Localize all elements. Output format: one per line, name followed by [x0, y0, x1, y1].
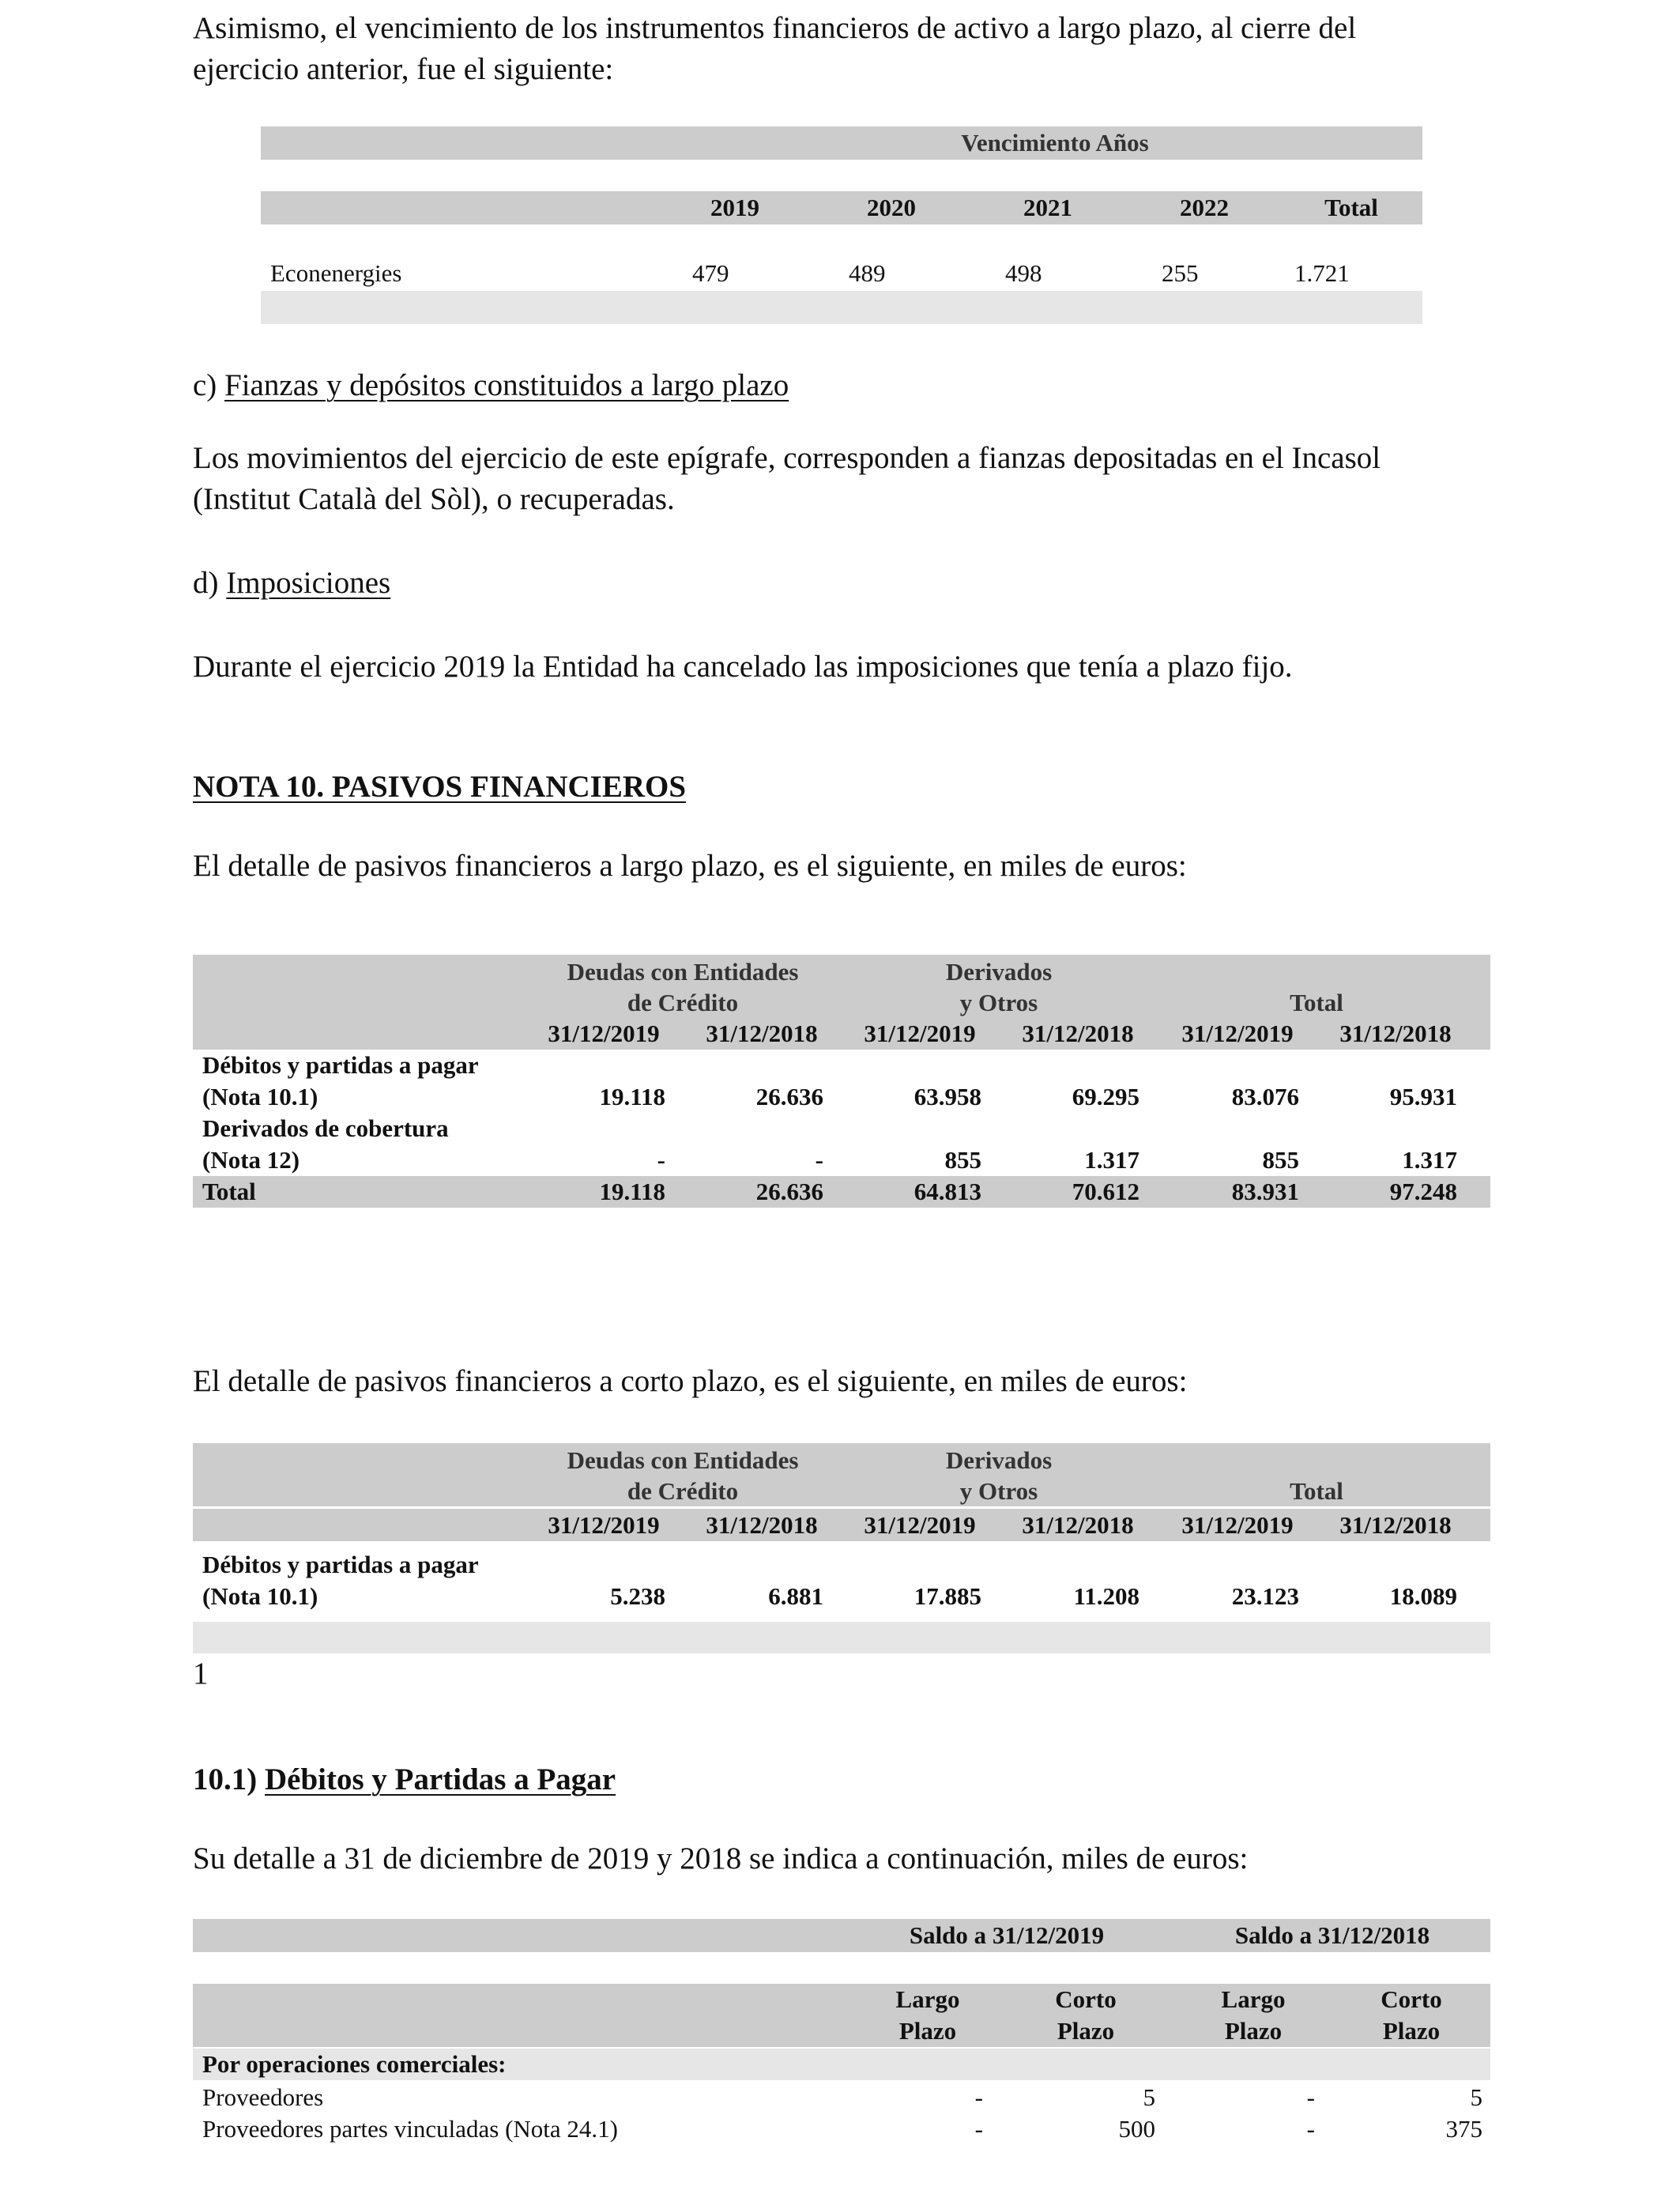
dp-sub-a: Largo	[895, 1985, 960, 2013]
cp-cell: 5.238	[610, 1582, 665, 1610]
lp-cell: 1.317	[1402, 1146, 1457, 1174]
dp-cell: -	[1306, 2115, 1315, 2143]
section-c-title: Fianzas y depósitos constituidos a largo plazo	[224, 368, 789, 402]
section-d-heading	[193, 563, 1505, 604]
dp-table	[193, 1919, 1490, 2188]
cp-table	[193, 1443, 1490, 1653]
section-101-heading	[193, 1759, 1505, 1800]
section-d-paragraph: Durante el ejercicio 2019 la Entidad ha cancelado las imposiciones que tenía a plazo fijo.	[193, 650, 1293, 684]
lp-total-cell: 19.118	[599, 1178, 665, 1205]
intro-paragraph	[193, 8, 1505, 90]
section-d-prefix: d)	[193, 566, 227, 600]
cp-date: 31/12/2018	[1339, 1511, 1452, 1539]
lp-intro: El detalle de pasivos financieros a largo plazo, es el siguiente, en miles de euros:	[193, 849, 1187, 883]
lp-group1-b: de Crédito	[627, 989, 739, 1016]
cp-group1-a: Deudas con Entidades	[567, 1446, 799, 1474]
cp-group3: Total	[1290, 1477, 1343, 1505]
maturity-cell: 1.721	[1294, 259, 1350, 287]
maturity-table	[261, 126, 1422, 324]
maturity-footer-band	[261, 291, 1422, 324]
lp-cell: 63.958	[913, 1083, 981, 1110]
maturity-cell: 479	[692, 259, 729, 287]
lp-date: 31/12/2018	[1022, 1020, 1134, 1047]
dp-sub-b: Plazo	[898, 2017, 957, 2045]
dp-cell: 500	[1118, 2115, 1155, 2143]
dp-cell: -	[1306, 2083, 1315, 2111]
lp-total-cell: 83.931	[1231, 1178, 1299, 1205]
maturity-col-2022: 2022	[1180, 194, 1229, 221]
cp-cell: 18.089	[1389, 1582, 1457, 1610]
cp-cell: 17.885	[913, 1582, 981, 1610]
section-c-line-2: (Institut Català del Sòl), o recuperadas.	[193, 482, 675, 516]
maturity-col-2020: 2020	[867, 194, 916, 221]
cp-cell: 11.208	[1073, 1582, 1139, 1610]
dp-saldo-2018: Saldo a 31/12/2018	[1234, 1921, 1430, 1949]
cp-group1-b: de Crédito	[627, 1477, 739, 1505]
lp-cell: -	[657, 1146, 665, 1174]
maturity-cell: 489	[849, 259, 886, 287]
section-101-title: Débitos y Partidas a Pagar	[265, 1762, 616, 1796]
lp-row-label: (Nota 10.1)	[202, 1083, 318, 1110]
dp-sub-a: Corto	[1055, 1985, 1117, 2013]
cp-date: 31/12/2018	[706, 1511, 818, 1539]
section-101-intro: Su detalle a 31 de diciembre de 2019 y 2018 se indica a continuación, miles de euros:	[193, 1842, 1249, 1875]
lp-total-label: Total	[202, 1178, 256, 1205]
cp-footnote: 1	[193, 1657, 209, 1691]
lp-table	[193, 955, 1490, 1208]
lp-cell: 1.317	[1084, 1146, 1139, 1174]
dp-cell: 375	[1445, 2115, 1482, 2143]
maturity-col-total: Total	[1324, 194, 1378, 221]
cp-group2-b: y Otros	[959, 1477, 1038, 1505]
section-c-prefix: c)	[193, 368, 225, 402]
section-d-title: Imposiciones	[226, 566, 391, 600]
lp-group1-a: Deudas con Entidades	[567, 958, 799, 986]
maturity-cell: 498	[1005, 259, 1042, 287]
lp-date: 31/12/2018	[706, 1020, 818, 1047]
dp-sub-a: Corto	[1381, 1985, 1442, 2013]
lp-total-cell: 26.636	[755, 1178, 823, 1205]
maturity-col-2019: 2019	[710, 194, 759, 221]
lp-total-cell: 64.813	[913, 1178, 981, 1205]
dp-sub-b: Plazo	[1382, 2017, 1441, 2045]
cp-date: 31/12/2018	[1022, 1511, 1134, 1539]
maturity-row-label: Econenergies	[270, 259, 402, 287]
maturity-cell: 255	[1162, 259, 1199, 287]
lp-group3: Total	[1290, 989, 1343, 1016]
cp-cell: 6.881	[768, 1582, 823, 1610]
dp-cell: 5	[1143, 2083, 1155, 2111]
lp-group2-a: Derivados	[945, 958, 1053, 986]
section-c-line-1: Los movimientos del ejercicio de este epígrafe, corresponden a fianzas depositadas en el Incasol	[193, 441, 1381, 475]
lp-total-cell: 97.248	[1389, 1178, 1457, 1205]
lp-row-label: Débitos y partidas a pagar	[202, 1051, 479, 1079]
lp-cell: -	[815, 1146, 823, 1174]
lp-cell: 855	[1262, 1146, 1299, 1174]
dp-sub-b: Plazo	[1224, 2017, 1283, 2045]
maturity-col-2021: 2021	[1023, 194, 1072, 221]
cp-date: 31/12/2019	[548, 1511, 660, 1539]
lp-cell: 855	[944, 1146, 981, 1174]
dp-row-label: Proveedores partes vinculadas (Nota 24.1)	[202, 2115, 618, 2143]
section-c-heading	[193, 365, 1505, 406]
intro-line-1: Asimismo, el vencimiento de los instrumentos financieros de activo a largo plazo, al cierre del	[193, 11, 1357, 45]
dp-cell: -	[974, 2115, 983, 2143]
lp-date: 31/12/2019	[548, 1020, 660, 1047]
dp-row-label: Proveedores	[202, 2083, 324, 2111]
dp-cell: -	[974, 2083, 983, 2111]
lp-cell: 69.295	[1072, 1083, 1139, 1110]
maturity-title: Vencimiento Años	[961, 129, 1149, 156]
section-101-prefix: 10.1)	[193, 1762, 265, 1796]
dp-section-label: Por operaciones comerciales:	[202, 2050, 507, 2078]
lp-cell: 19.118	[599, 1083, 665, 1110]
cp-date: 31/12/2019	[864, 1511, 976, 1539]
lp-total-cell: 70.612	[1072, 1178, 1139, 1205]
lp-group2-b: y Otros	[959, 989, 1038, 1016]
lp-date: 31/12/2019	[1181, 1020, 1294, 1047]
dp-sub-a: Largo	[1221, 1985, 1286, 2013]
cp-footer-band	[193, 1622, 1490, 1653]
lp-cell: 83.076	[1231, 1083, 1299, 1110]
lp-cell: 26.636	[755, 1083, 823, 1110]
nota10-heading-text: NOTA 10. PASIVOS FINANCIEROS	[193, 770, 687, 804]
intro-line-2: ejercicio anterior, fue el siguiente:	[193, 52, 614, 86]
lp-row-label: Derivados de cobertura	[202, 1114, 449, 1142]
lp-date: 31/12/2018	[1339, 1020, 1452, 1047]
section-c-paragraph	[193, 438, 1505, 520]
cp-date: 31/12/2019	[1181, 1511, 1294, 1539]
cp-cell: 23.123	[1231, 1582, 1299, 1610]
dp-saldo-2019: Saldo a 31/12/2019	[909, 1921, 1105, 1949]
cp-group2-a: Derivados	[945, 1446, 1053, 1474]
nota10-heading	[193, 767, 1505, 808]
cp-intro: El detalle de pasivos financieros a corto plazo, es el siguiente, en miles de euros:	[193, 1364, 1188, 1398]
cp-row-label: (Nota 10.1)	[202, 1582, 318, 1610]
lp-row-label: (Nota 12)	[202, 1146, 300, 1174]
lp-cell: 95.931	[1389, 1083, 1457, 1110]
lp-date: 31/12/2019	[864, 1020, 976, 1047]
dp-sub-b: Plazo	[1057, 2017, 1115, 2045]
dp-cell: 5	[1470, 2083, 1482, 2111]
cp-row-label: Débitos y partidas a pagar	[202, 1551, 479, 1578]
